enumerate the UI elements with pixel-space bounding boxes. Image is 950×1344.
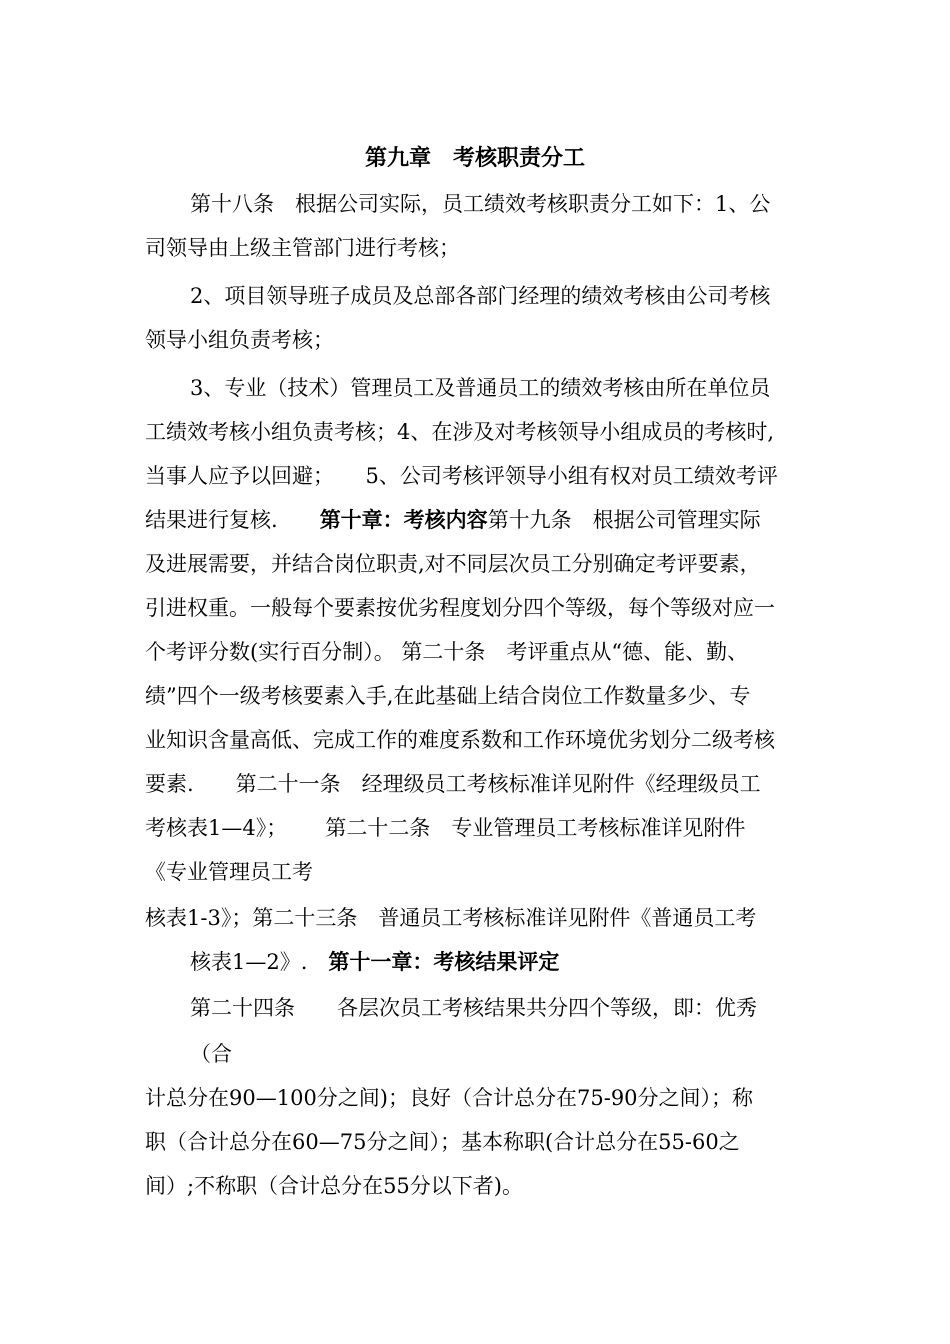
article-22-line: 考核表1—4》； 第二十二条 专业管理员工考核标准详见附件 [145,816,746,840]
article-24-line: （合 [190,1042,232,1066]
article-18-line: 第十八条 根据公司实际，员工绩效考核职责分工如下：1、公 [190,192,771,216]
article-23-line: 核表1-3》；第二十三条 普通员工考核标准详见附件《普通员工考 [145,906,757,930]
chapter-11-title: 第十一章：考核结果评定 [328,949,560,974]
article-19-line: 引进权重。一般每个要素按优劣程度划分四个等级，每个等级对应一 [145,596,775,620]
article-24-line: 第二十四条 各层次员工考核结果共分四个等级，即：优秀 [190,996,757,1020]
item-3-line: 工绩效考核小组负责考核；4、在涉及对考核领导小组成员的考核时, [145,420,775,444]
item-2-line: 领导小组负责考核； [145,328,334,352]
article-20-line: 个考评分数(实行百分制）。 第二十条 考评重点从“德、能、勤、 [145,640,749,664]
article-23-end: 核表1—2》. [190,950,329,974]
article-19-line: 及进展需要，并结合岗位职责,对不同层次员工分别确定考评要素， [145,552,761,576]
article-20-line: 绩”四个一级考核要素入手,在此基础上结合岗位工作数量多少、专 [145,684,751,708]
article-24-line: 计总分在90—100分之间)；良好（合计总分在75-90分之间）；称 [145,1086,754,1110]
review-text: 结果进行复核. [145,508,320,532]
item-2-line: 2、项目领导班子成员及总部各部门经理的绩效考核由公司考核 [190,284,771,308]
article-20-line: 业知识含量高低、完成工作的难度系数和工作环境优劣划分二级考核 [145,728,775,752]
item-3-line: 3、专业（技术）管理员工及普通员工的绩效考核由所在单位员 [190,376,771,400]
article-22-line: 《专业管理员工考 [145,860,313,884]
article-19-start: 第十九条 根据公司管理实际 [487,508,761,532]
article-24-line: 间）;不称职（合计总分在55分以下者)。 [145,1174,523,1198]
article-24-line: 职（合计总分在60—75分之间）；基本称职(合计总分在55-60之 [145,1130,740,1154]
chapter-10-title: 第十章：考核内容 [319,507,488,532]
article-18-line: 司领导由上级主管部门进行考核； [145,236,460,260]
item-5-line: 当事人应予以回避； 5、公司考核评领导小组有权对员工绩效考评 [145,464,778,488]
article-21-line: 要素. 第二十一条 经理级员工考核标准详见附件《经理级员工 [145,772,761,796]
chapter-9-title: 第九章 考核职责分工 [364,145,585,171]
